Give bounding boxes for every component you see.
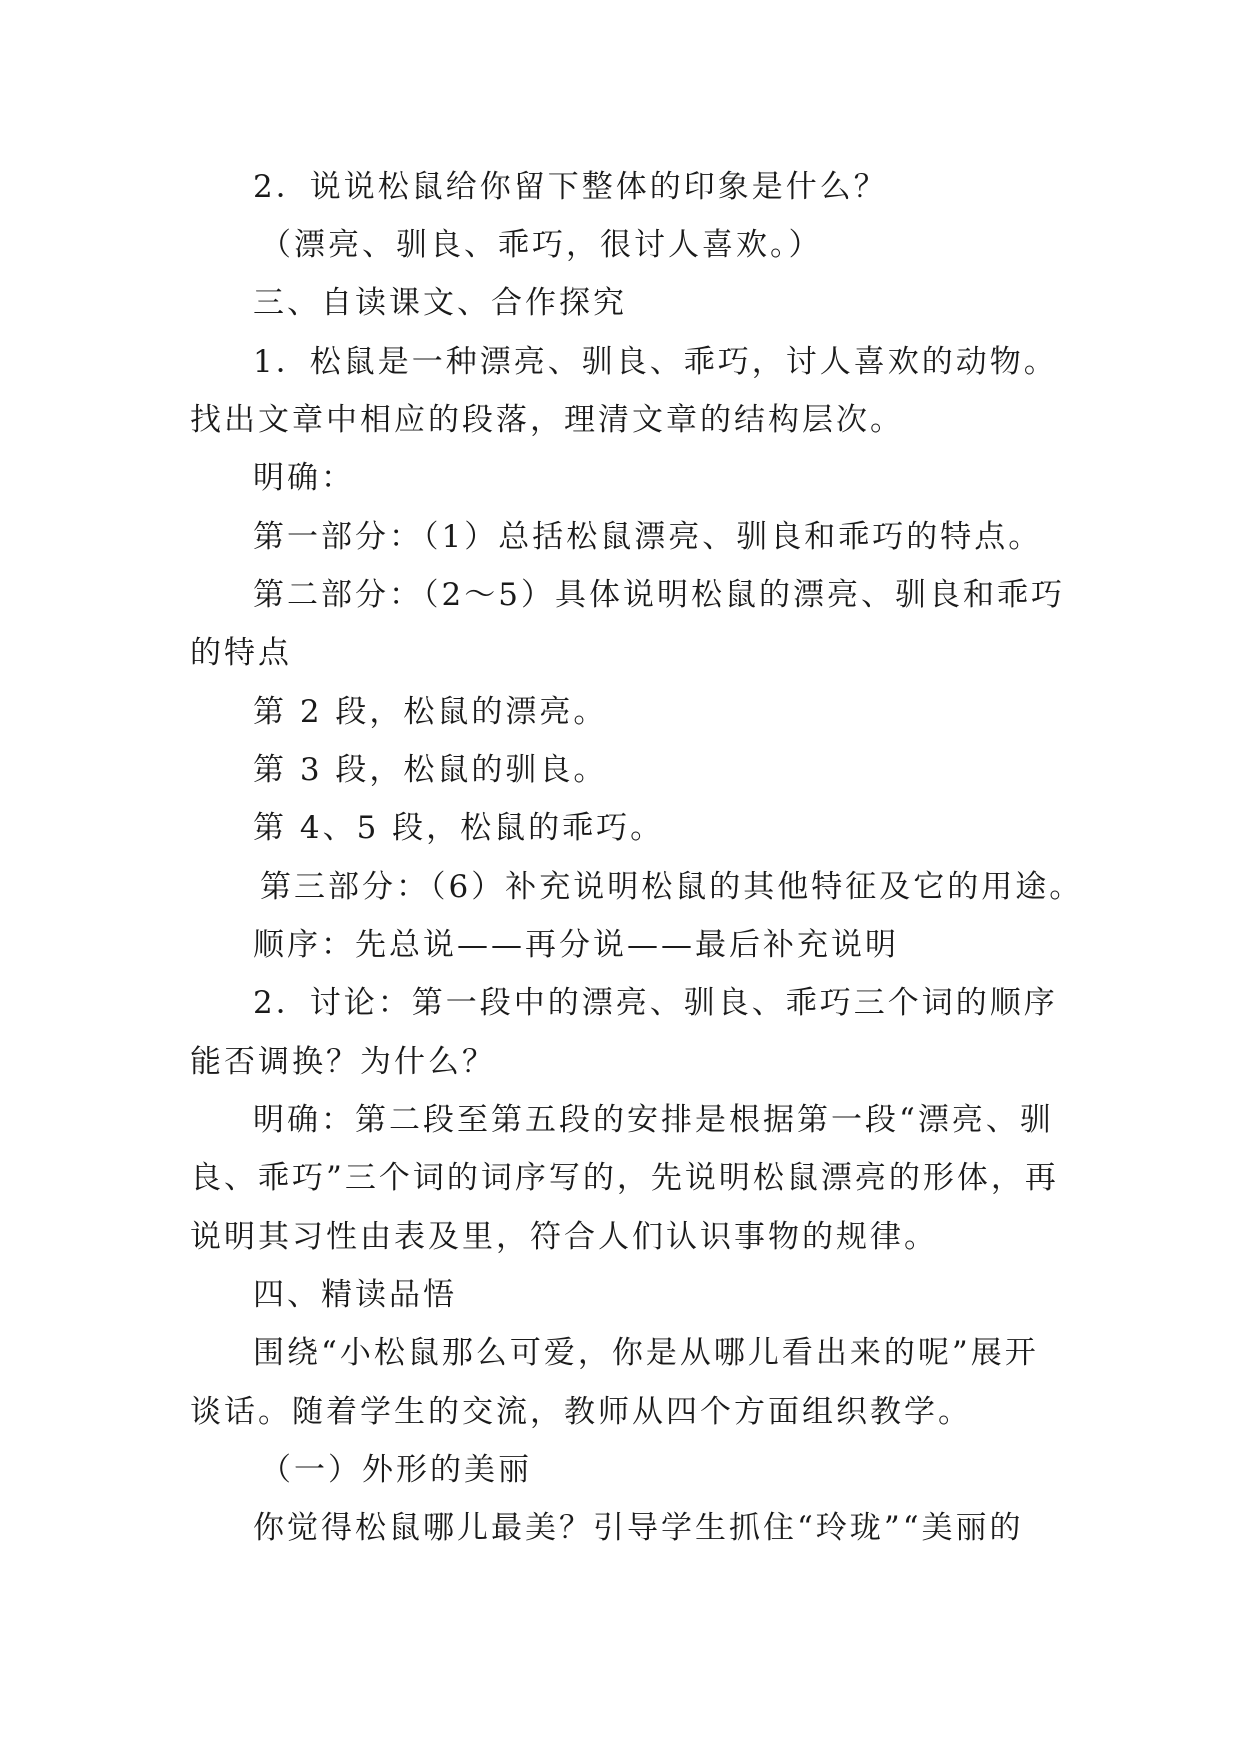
text-line-22: 谈话。随着学生的交流，教师从四个方面组织教学。 xyxy=(190,1394,972,1430)
text-line-7: 第一部分：（1）总括松鼠漂亮、驯良和乖巧的特点。 xyxy=(253,519,1043,555)
text-line-2: （漂亮、驯良、乖巧，很讨人喜欢。） xyxy=(260,227,823,263)
text-line-19: 说明其习性由表及里，符合人们认识事物的规律。 xyxy=(190,1219,938,1255)
text-line-18: 良、乖巧”三个词的词序写的，先说明松鼠漂亮的形体，再 xyxy=(190,1160,1059,1196)
text-line-6: 明确： xyxy=(253,460,355,496)
text-line-17: 明确：第二段至第五段的安排是根据第一段“漂亮、驯 xyxy=(253,1102,1054,1138)
text-line-24: 你觉得松鼠哪儿最美？引导学生抓住“玲珑”“美丽的 xyxy=(253,1510,1024,1546)
text-line-14: 顺序：先总说——再分说——最后补充说明 xyxy=(253,927,899,963)
subsection-heading-23: （一）外形的美丽 xyxy=(260,1452,532,1488)
text-line-10: 第 2 段，松鼠的漂亮。 xyxy=(253,694,608,730)
text-line-12: 第 4、5 段，松鼠的乖巧。 xyxy=(253,810,665,846)
text-line-8: 第二部分：（2～5）具体说明松鼠的漂亮、驯良和乖巧 xyxy=(253,577,1065,613)
text-line-9: 的特点 xyxy=(190,635,292,671)
section-heading-3: 三、自读课文、合作探究 xyxy=(253,285,627,321)
text-line-1: 2．说说松鼠给你留下整体的印象是什么？ xyxy=(253,169,888,205)
text-line-21: 围绕“小松鼠那么可爱，你是从哪儿看出来的呢”展开 xyxy=(253,1335,1039,1371)
section-heading-20: 四、精读品悟 xyxy=(253,1277,457,1313)
text-line-13: 第三部分：（6）补充说明松鼠的其他特征及它的用途。 xyxy=(260,869,1084,905)
text-line-11: 第 3 段，松鼠的驯良。 xyxy=(253,752,608,788)
text-line-4: 1．松鼠是一种漂亮、驯良、乖巧，讨人喜欢的动物。 xyxy=(253,344,1058,380)
text-line-16: 能否调换？为什么？ xyxy=(190,1044,496,1080)
text-line-5: 找出文章中相应的段落，理清文章的结构层次。 xyxy=(190,402,904,438)
text-line-15: 2．讨论：第一段中的漂亮、驯良、乖巧三个词的顺序 xyxy=(253,985,1058,1021)
